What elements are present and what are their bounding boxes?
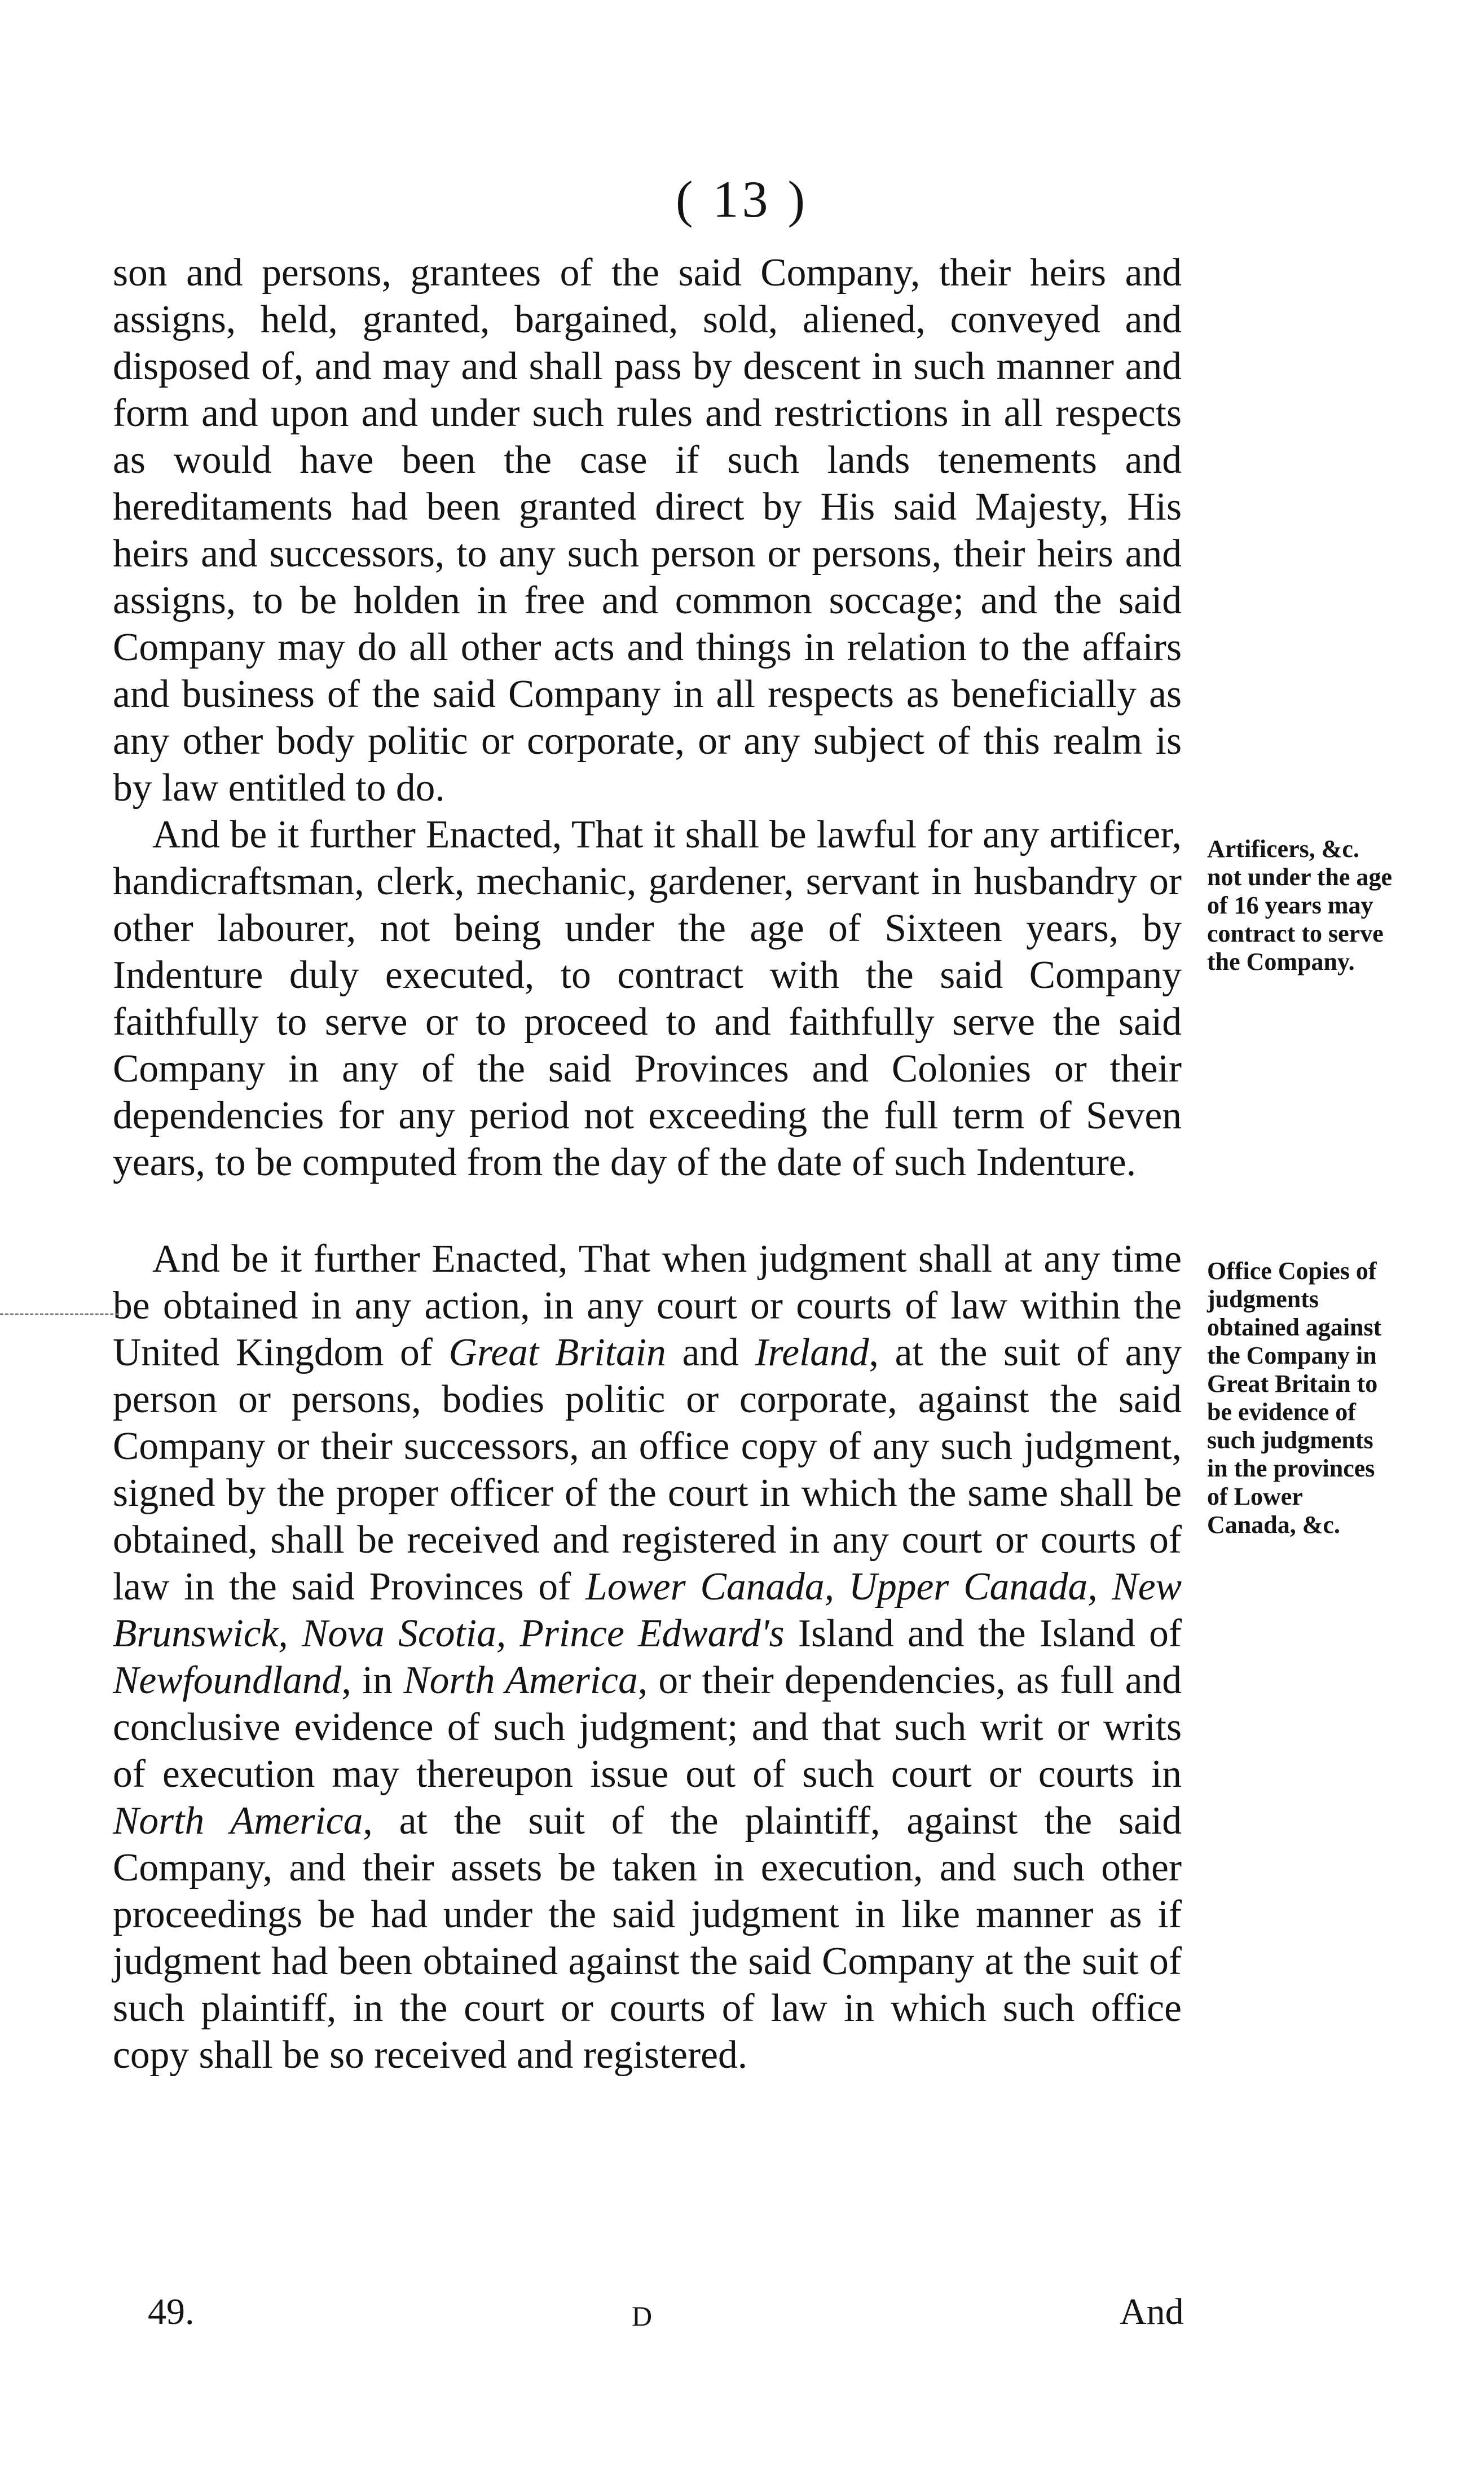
italic-place-name: Great Britain bbox=[448, 1331, 666, 1374]
italic-place-name: Newfoundland bbox=[113, 1659, 342, 1702]
text-run: And be it further Enacted, That when judgment shall at any time be obtained in any action, in any court or courts of law within the United Kingdom of bbox=[113, 1237, 1182, 1374]
text-run: Island and the Island of bbox=[784, 1612, 1182, 1655]
marginal-note-artificers: Artificers, &c. not under the age of 16 years may contract to serve the Company. bbox=[1207, 835, 1392, 975]
gathering-mark: D bbox=[632, 2300, 653, 2332]
text-run: , or their dependencies, as full and conclusive evidence of such judgment; and that such writ or writs of execution may thereupon issue out of such court or courts in bbox=[113, 1659, 1182, 1796]
italic-place-name: Ireland bbox=[755, 1331, 869, 1374]
catchword: And bbox=[1120, 2291, 1184, 2332]
margin-rule-mark bbox=[0, 1313, 118, 1315]
text-run: , at the suit of any person or persons, bodies politic or corporate, against the said Company or their successors, an office copy of any such judgment, signed by the proper officer of the court in which the same shall be obtained, shall be received and registered in any court or courts of law in the said Provinces of bbox=[113, 1331, 1182, 1609]
italic-place-name: North America bbox=[113, 1799, 363, 1843]
signature-mark: 49. bbox=[148, 2291, 195, 2332]
paragraph-judgments bbox=[113, 1236, 1182, 2078]
text-run: , in bbox=[341, 1659, 404, 1702]
text-run: , at the suit of the plaintiff, against the said Company, and their assets be taken in execution, and such other proceedings be had under the said judgment in like manner as if judgment had been obtained against the said Company at the suit of such plaintiff, in the court or courts of law in which such office copy shall be so received and registered. bbox=[113, 1799, 1182, 2077]
page-number: ( 13 ) bbox=[675, 170, 809, 228]
paragraph-artificers: And be it further Enacted, That it shall be lawful for any artificer, handicraftsman, clerk, mechanic, gardener, servant in husbandry or other labourer, not being under the age of Sixteen years, by Indenture duly executed, to contract with the said Company faithfully to serve or to proceed to and faithfully serve the said Company in any of the said Provinces and Colonies or their dependencies for any period not exceeding the full term of Seven years, to be computed from the day of the date of such Indenture. bbox=[113, 813, 1182, 1184]
text-run: and bbox=[666, 1331, 755, 1374]
italic-place-name: Lower Canada, Upper Canada, New Brunswick, Nova Scotia, Prince Edward's bbox=[113, 1565, 1182, 1655]
marginal-note-office-copies: Office Copies of judgments obtained against the Company in Great Britain to be evidence of such judgments in the provinces of Lower Canada, &c. bbox=[1207, 1257, 1382, 1539]
italic-place-name: North America bbox=[403, 1659, 638, 1702]
paragraph-grant-of-lands: son and persons, grantees of the said Company, their heirs and assigns, held, granted, bargained, sold, aliened, conveyed and disposed of, and may and shall pass by descent in such manner and form and upon and under such rules and restrictions in all respects as would have been the case if such lands tenements and hereditaments had been granted direct by His said Majesty, His heirs and successors, to any such person or persons, their heirs and assigns, to be holden in free and common soccage; and the said Company may do all other acts and things in relation to the affairs and business of the said Company in all respects as beneficially as any other body politic or corporate, or any subject of this realm is by law entitled to do. bbox=[113, 251, 1182, 810]
